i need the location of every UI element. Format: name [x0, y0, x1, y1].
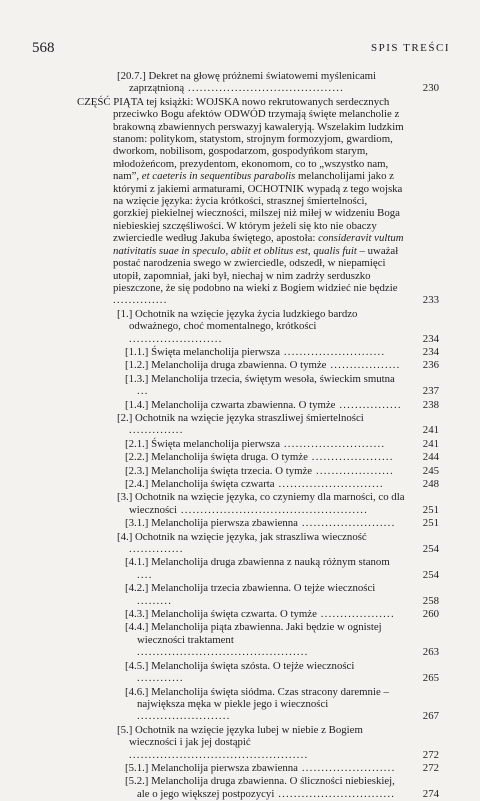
toc-entry [125, 556, 439, 581]
toc-entry-title [125, 761, 405, 774]
toc-entry-title [117, 70, 405, 95]
toc-entry-page-number: 263 [422, 646, 439, 659]
toc-entry-leader-dots: ................................................ [176, 503, 369, 516]
toc-entry-title [125, 345, 405, 358]
toc-entry-text: [4.4.] Melancholija piąta zbawienna. Jaki będzie w ognistej wieczności traktament [125, 621, 382, 646]
page-header [32, 40, 450, 60]
toc-entry [125, 465, 439, 477]
toc-entry-page-number: 265 [422, 672, 439, 685]
toc-entry-title [117, 491, 405, 516]
toc-entry-leader-dots: .............................. [274, 787, 396, 800]
toc-entry-page-number: 236 [422, 359, 439, 372]
toc-entry-title [125, 621, 405, 659]
toc-entry-page-number: 234 [422, 332, 439, 345]
toc-entry [125, 762, 439, 774]
toc-entry-leader-dots: ............ [137, 672, 184, 685]
toc-entry-leader-dots: .... [137, 568, 153, 581]
toc-entry-page-number: 274 [422, 787, 439, 800]
toc-entry-leader-dots: ........................... [274, 478, 384, 490]
toc-entry-title [117, 530, 405, 556]
toc-entry-page-number: 237 [422, 385, 439, 398]
toc-entry-page-number: 248 [422, 478, 439, 490]
toc-entry-text: [2.4.] Melancholija święta czwarta [125, 478, 275, 490]
toc-entry-title [125, 359, 405, 372]
toc-entry [77, 96, 439, 307]
toc-entry-title [125, 775, 405, 800]
toc-entry [125, 660, 439, 685]
toc-entry-title [117, 723, 405, 761]
toc-entry-leader-dots: .................... [312, 464, 394, 477]
toc-entry-text: [4.] Ochotnik na wzięcie języka, jak straszliwa wieczność [117, 530, 367, 543]
toc-entry [117, 412, 439, 437]
toc-entry-text: [1.1.] Święta melancholija pierwsza [125, 345, 280, 358]
toc-entry [125, 582, 439, 607]
toc-entry-leader-dots: ................ [335, 398, 402, 411]
toc-entry-leader-dots: .......................... [280, 345, 386, 358]
toc-entry-text: [4.3.] Melancholija święta czwarta. O tymże [125, 608, 317, 621]
toc-entry-text: [1.] Ochotnik na wzięcie języka życia ludzkiego bardzo odważnego, choć momentalnego, krótkości [117, 307, 358, 333]
toc-entry-leader-dots: ................... [316, 608, 395, 621]
page-number: 568 [32, 40, 55, 56]
toc-entry [117, 308, 439, 345]
toc-entry-text: [4.2.] Melancholija trzecia zbawienna. O tejże wieczności [125, 582, 376, 595]
toc-entry-title [117, 411, 405, 437]
toc-entry-text: [5.2.] Melancholija druga zbawienna. O śliczności niebieskiej, ale o jego większej postpozycyi [125, 775, 395, 800]
toc-entry-page-number: 251 [422, 503, 439, 516]
toc-entry-title [125, 517, 405, 530]
toc-entry-leader-dots: .............. [113, 294, 168, 307]
toc-entry-text: [2.1.] Święta melancholija pierwsza [125, 437, 280, 450]
toc-entry-page-number: 254 [422, 543, 439, 556]
toc-entry-title [125, 478, 405, 490]
toc-entry-leader-dots: .................. [326, 359, 401, 372]
toc-entry-text: [1.3.] Melancholija trzecia, świętym wesoła, świeckim smutna [125, 372, 395, 385]
toc-entry-text: CZĘŚĆ PIĄTA tej książki: WOJSKA nowo rekrutowanych serdecznych przeciwko Bogu afektów ODWÓD trzymają święte melancholie z brakowną zbawiennych perswazyj kawaleryją. Wszelakim ludzkim stanom: politykom, statystom, strojnym formozyjom, gwardiom, dworkom, nobilisom, gospodarzom, gospodyńkom starym, młodożeńcom, prezydentom, ekonomom, co to „wszystko nam, nam”, [77, 95, 404, 183]
toc-entry-title [125, 582, 405, 607]
toc-entry-page-number: 238 [422, 398, 439, 411]
toc-entry-leader-dots: ........................ [137, 710, 231, 723]
toc-entry-italic-text: consideravit vultum nativitatis suae in speculo, abiit et oblitus est, qualis fuit [113, 232, 404, 257]
running-header-title: SPIS TREŚCI [371, 42, 450, 54]
toc-entry-leader-dots: .............................................. [129, 748, 309, 761]
toc-entry-leader-dots: ......... [137, 594, 173, 607]
toc-entry-text: [2.2.] Melancholija święta druga. O tymże [125, 451, 308, 464]
toc-entry-title [125, 451, 405, 464]
toc-entry [125, 373, 439, 398]
toc-entry [125, 438, 439, 450]
toc-entry [117, 724, 439, 761]
toc-entry-title [117, 307, 405, 345]
toc-entry-title [125, 608, 405, 621]
toc-entry [117, 531, 439, 556]
toc-entry-page-number: 272 [422, 761, 439, 774]
toc-entry-leader-dots: ........................ [129, 332, 223, 345]
toc-entry [125, 608, 439, 620]
toc-entry-text: [2.3.] Melancholija święta trzecia. O tymże [125, 464, 313, 477]
toc-entry-text: [3.] Ochotnik na wzięcie języka, co czyniemy dla marności, co dla wieczności [117, 491, 405, 516]
toc-entry-title [125, 437, 405, 450]
toc-entry-text: [3.1.] Melancholija pierwsza zbawienna [125, 517, 298, 530]
toc-entry-title [125, 372, 405, 398]
toc-entry-title [125, 556, 405, 581]
toc-entry-page-number: 233 [422, 294, 439, 307]
toc-entry [117, 70, 439, 95]
toc-entry-text: [5.1.] Melancholija pierwsza zbawienna [125, 761, 298, 774]
toc-entry-text: [1.2.] Melancholija druga zbawienna. O tymże [125, 359, 327, 372]
toc-entry-page-number: 244 [422, 451, 439, 464]
toc-entry-title [125, 398, 405, 411]
toc-entry-page-number: 272 [422, 748, 439, 761]
toc-entry-text: melancholijami jako z którymi z jakiemi armaturami, OCHOTNIK wypadą z tego wojska na wzięcie języka: życia krótkości, strasznej śmiertelności, gorzkiej piekielnej wieczności, milszej niż miłej w widzeniu Boga niebieskiej szczęśliwości. W którym jeżeli się kto nie obaczy zwierciedle według Jakuba świętego, apostoła: [113, 170, 403, 245]
toc-entry-page-number: 260 [422, 608, 439, 621]
toc-entry-page-number: 267 [422, 710, 439, 723]
toc-entry-text: [4.6.] Melancholija święta siódma. Czas stracony daremnie – największa męka w piekle jego i wieczności [125, 685, 389, 710]
toc-entry-text: [4.5.] Melancholija święta szósta. O tejże wieczności [125, 659, 355, 672]
toc-entry-page-number: 241 [422, 437, 439, 450]
toc-entry-title [77, 95, 405, 307]
toc-entry-leader-dots: ............................................ [137, 646, 309, 659]
toc-entry-leader-dots: .............. [129, 543, 184, 556]
toc-entry-leader-dots: .............. [129, 424, 184, 437]
toc-entry-leader-dots: ........................ [297, 761, 396, 774]
toc-entry-title [125, 659, 405, 685]
toc-entry [125, 451, 439, 463]
toc-entry [125, 621, 439, 658]
toc-entry [125, 478, 439, 490]
toc-entry-leader-dots: ........................................ [184, 82, 345, 95]
toc-entry-page-number: 258 [422, 594, 439, 607]
toc-entry [125, 517, 439, 529]
toc-entry-leader-dots: .......................... [280, 437, 386, 450]
toc-entry-text: [4.1.] Melancholija druga zbawienna z nauką różnym stanom [125, 556, 390, 569]
toc-entry-page-number: 230 [422, 82, 439, 95]
toc-entry [125, 359, 439, 371]
table-of-contents [77, 70, 439, 801]
toc-entry-title [125, 685, 405, 723]
toc-entry-page-number: 241 [422, 424, 439, 437]
toc-entry [125, 399, 439, 411]
toc-entry-leader-dots: ........................ [297, 517, 396, 530]
toc-entry [125, 686, 439, 723]
toc-entry-leader-dots: ..................... [307, 451, 394, 464]
toc-entry-text: [1.4.] Melancholija czwarta zbawienna. O tymże [125, 398, 336, 411]
toc-entry [125, 346, 439, 358]
toc-entry-page-number: 245 [422, 464, 439, 477]
toc-entry-text: [2.] Ochotnik na wzięcie języka straszliwej śmiertelności [117, 411, 364, 424]
toc-entry-text: [5.] Ochotnik na wzięcie języka lubej w niebie z Bogiem wieczności i jak jej dostąpić [117, 723, 363, 749]
toc-entry-title [125, 464, 405, 477]
toc-entry-text: [20.7.] Dekret na głowę próżnemi światowemi myślenicami zaprzątnioną [117, 70, 377, 95]
toc-entry-page-number: 234 [422, 345, 439, 358]
toc-entry [117, 491, 439, 516]
toc-entry-italic-text: et caeteris in sequentibus parabolis [141, 170, 296, 183]
toc-entry-leader-dots: ... [137, 385, 149, 398]
toc-entry-page-number: 254 [422, 568, 439, 581]
toc-entry-page-number: 251 [422, 517, 439, 530]
toc-entry [125, 775, 439, 800]
toc-entry-text: – uważał postać narodzenia swego w zwierciedle, odszedł, w niepamięci utopił, zapomniał, jaki był, niechaj w nim zadrży serduszko pieszczone, że się podobno na wieki z Bogiem widzieć nie będzie [113, 244, 399, 294]
